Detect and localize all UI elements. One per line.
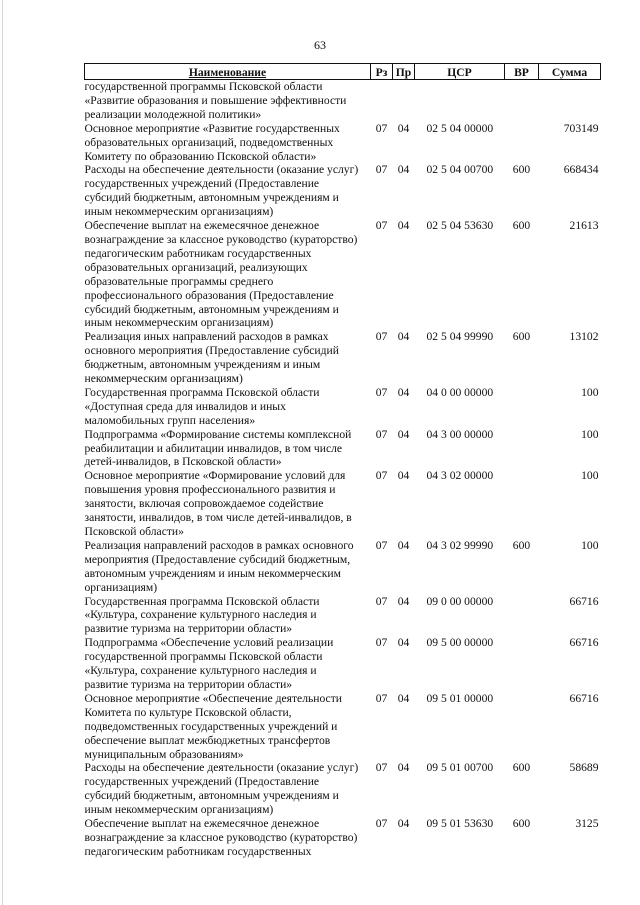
cell-pr: 04 — [397, 469, 410, 483]
cell-vr: 600 — [512, 330, 531, 344]
cell-csr: 09 5 01 00000 — [426, 691, 494, 705]
cell-sum: 13102 — [569, 330, 599, 344]
cell-name: Подпрограмма «Обеспечение условий реализации государственной программы Псковской области «Культура, сохранение культурного наследия и развитие туризма на территории области» — [84, 636, 334, 691]
cell-rz: 07 — [375, 163, 388, 177]
cell-csr: 04 3 02 99990 — [426, 538, 494, 552]
cell-name: Государственная программа Псковской области «Культура, сохранение культурного наследия и развитие туризма на территории области» — [84, 594, 320, 636]
cell-rz: 07 — [375, 330, 388, 344]
header-csr: ЦСР — [415, 64, 505, 80]
cell-csr: 09 5 00 00000 — [426, 636, 494, 650]
cell-vr — [505, 692, 539, 762]
cell-name: Обеспечение выплат на ежемесячное денежное вознаграждение за классное руководство (кураторство) педагогическим работникам государственных — [84, 817, 358, 858]
cell-pr: 04 — [397, 163, 410, 177]
cell-pr: 04 — [397, 219, 410, 233]
table-row — [85, 469, 601, 539]
cell-name: Реализация направлений расходов в рамках основного мероприятия (Предоставление субсидий бюджетным, автономным учреждениям и иным некоммерческим организациям) — [84, 538, 354, 594]
table-row — [85, 330, 601, 386]
cell-rz: 07 — [375, 636, 388, 650]
table-header — [85, 64, 601, 80]
cell-rz: 07 — [375, 427, 388, 441]
cell-sum: 58689 — [569, 761, 599, 775]
cell-sum: 100 — [581, 427, 599, 441]
cell-name: Подпрограмма «Формирование системы комплексной реабилитации и абилитации инвалидов, в том числе детей-инвалидов, в Псковской области» — [84, 427, 352, 469]
cell-rz — [371, 80, 393, 122]
cell-sum: 100 — [581, 385, 599, 399]
budget-table — [84, 63, 601, 859]
table-row — [85, 692, 601, 762]
cell-sum: 668434 — [563, 163, 599, 177]
cell-sum: 100 — [581, 538, 599, 552]
cell-vr: 600 — [512, 538, 531, 552]
cell-rz: 07 — [375, 817, 388, 831]
cell-csr: 04 3 00 00000 — [426, 427, 494, 441]
cell-rz: 07 — [375, 538, 388, 552]
page-number: 63 — [314, 38, 326, 52]
cell-vr — [505, 428, 539, 470]
table-row — [85, 219, 601, 330]
cell-vr — [505, 595, 539, 637]
table-row — [85, 595, 601, 637]
cell-pr: 04 — [397, 121, 410, 135]
cell-vr: 600 — [512, 761, 531, 775]
cell-csr: 04 0 00 00000 — [426, 385, 494, 399]
cell-rz: 07 — [375, 594, 388, 608]
cell-sum — [539, 80, 601, 122]
cell-pr: 04 — [397, 427, 410, 441]
cell-rz: 07 — [375, 385, 388, 399]
cell-pr: 04 — [397, 594, 410, 608]
cell-name: Государственная программа Псковской области «Доступная среда для инвалидов и иных маломобильных групп населения» — [84, 385, 320, 427]
cell-rz: 07 — [375, 219, 388, 233]
cell-sum: 100 — [581, 469, 599, 483]
cell-pr: 04 — [397, 817, 410, 831]
header-pr: Пр — [393, 64, 415, 80]
cell-name: Основное мероприятие «Обеспечение деятельности Комитета по культуре Псковской области, подведомственных государственных учреждений и обеспечение выплат межбюджетных трансфертов муниципальным образованиям» — [84, 691, 342, 761]
cell-rz: 07 — [375, 691, 388, 705]
table-row — [85, 636, 601, 692]
table-row — [85, 539, 601, 595]
cell-rz: 07 — [375, 469, 388, 483]
cell-sum: 703149 — [563, 121, 599, 135]
cell-csr: 04 3 02 00000 — [426, 469, 494, 483]
cell-sum: 66716 — [569, 594, 599, 608]
cell-vr: 600 — [512, 163, 531, 177]
table-row — [85, 761, 601, 817]
cell-name: Расходы на обеспечение деятельности (оказание услуг) государственных учреждений (Предоставление субсидий бюджетным, автономным учреждениям и иным некоммерческим организациям) — [84, 761, 359, 817]
header-sum: Сумма — [539, 64, 601, 80]
cell-pr: 04 — [397, 385, 410, 399]
cell-name: Реализация иных направлений расходов в рамках основного мероприятия (Предоставление субсидий бюджетным, автономным учреждениям и иным некоммерческим организациям) — [84, 330, 339, 386]
cell-csr: 09 5 01 00700 — [426, 761, 494, 775]
cell-pr: 04 — [397, 691, 410, 705]
cell-vr: 600 — [512, 817, 531, 831]
cell-pr: 04 — [397, 761, 410, 775]
cell-pr — [393, 80, 415, 122]
cell-sum: 66716 — [569, 691, 599, 705]
header-rz: Рз — [371, 64, 393, 80]
table-row — [85, 817, 601, 859]
table-row — [85, 163, 601, 219]
cell-sum: 3125 — [575, 817, 599, 831]
cell-name: Основное мероприятие «Развитие государственных образовательных организаций, подведомственных Комитету по образованию Псковской области» — [84, 121, 340, 163]
cell-pr: 04 — [397, 330, 410, 344]
cell-rz: 07 — [375, 121, 388, 135]
table-row — [85, 80, 601, 122]
cell-name: Обеспечение выплат на ежемесячное денежное вознаграждение за классное руководство (кураторство) педагогическим работникам государственных образовательных организаций, реализующих образовательные программы среднего профессионального образования (Предоставление субсидий бюджетным, автономным учреждениям и иным некоммерческим организациям) — [84, 219, 358, 330]
cell-sum: 66716 — [569, 636, 599, 650]
cell-csr: 09 5 01 53630 — [426, 817, 494, 831]
scan-edge-line — [2, 0, 3, 905]
header-vr: ВР — [505, 64, 539, 80]
cell-vr — [505, 386, 539, 428]
cell-rz: 07 — [375, 761, 388, 775]
cell-sum: 21613 — [569, 219, 599, 233]
cell-vr — [505, 469, 539, 539]
cell-csr — [415, 80, 505, 122]
cell-csr: 09 0 00 00000 — [426, 594, 494, 608]
cell-csr: 02 5 04 00700 — [426, 163, 494, 177]
cell-name: Расходы на обеспечение деятельности (оказание услуг) государственных учреждений (Предоставление субсидий бюджетным, автономным учреждениям и иным некоммерческим организациям) — [84, 163, 359, 219]
cell-vr — [505, 80, 539, 122]
cell-pr: 04 — [397, 538, 410, 552]
table-row — [85, 428, 601, 470]
cell-csr: 02 5 04 00000 — [426, 121, 494, 135]
table-row — [85, 386, 601, 428]
cell-csr: 02 5 04 99990 — [426, 330, 494, 344]
cell-name: государственной программы Псковской области «Развитие образования и повышение эффективности реализации молодежной политики» — [84, 80, 347, 121]
cell-csr: 02 5 04 53630 — [426, 219, 494, 233]
table-row — [85, 122, 601, 164]
cell-vr — [505, 636, 539, 692]
cell-pr: 04 — [397, 636, 410, 650]
header-name: Наименование — [85, 64, 371, 80]
cell-vr: 600 — [512, 219, 531, 233]
cell-vr — [505, 122, 539, 164]
table-body — [85, 80, 601, 859]
cell-name: Основное мероприятие «Формирование условий для повышения уровня профессионального развития и занятости, включая сопровождаемое содействие занятости, инвалидов, в том числе детей-инвалидов, в Псковской области» — [84, 469, 352, 538]
